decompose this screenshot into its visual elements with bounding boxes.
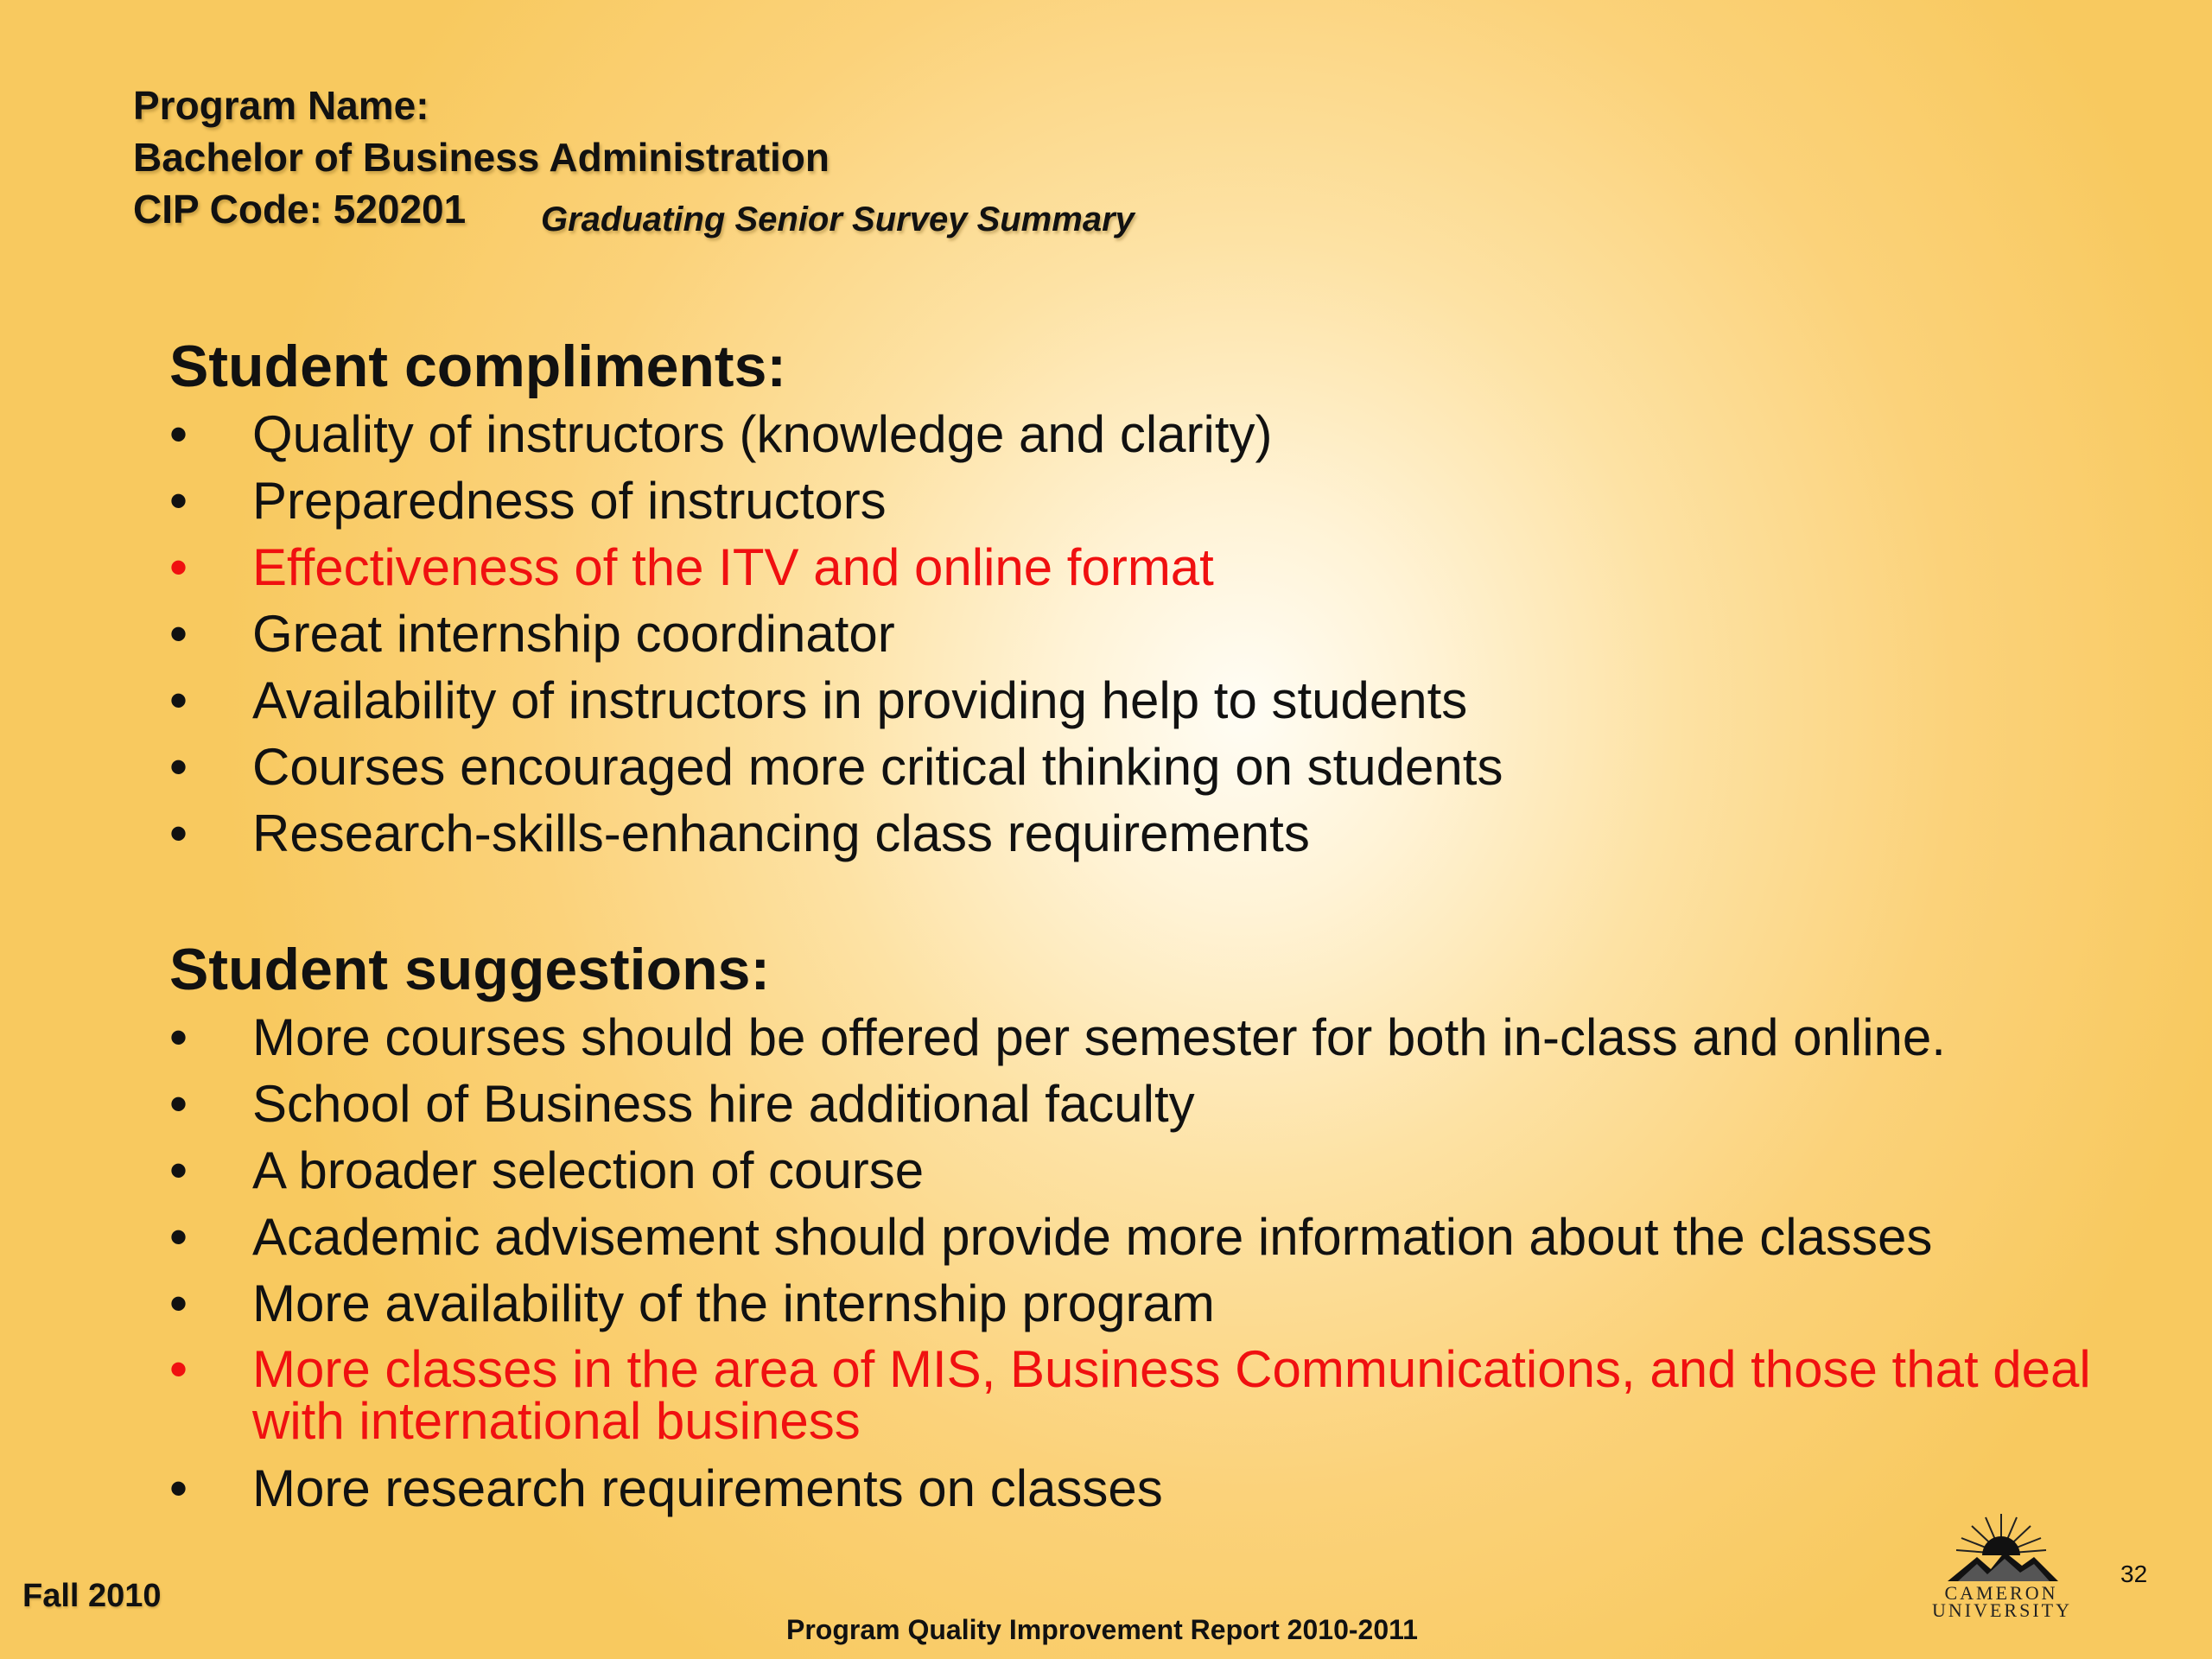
bullet-icon: • xyxy=(169,671,188,729)
suggestion-text: More classes in the area of MIS, Business Communications, and those that deal with international business xyxy=(252,1340,2091,1450)
compliment-text: Courses encouraged more critical thinking on students xyxy=(252,738,1503,796)
list-item xyxy=(169,1270,2148,1337)
suggestions-section xyxy=(169,935,2148,1522)
cip-code: CIP Code: 520201 xyxy=(133,187,467,232)
compliment-text: Research-skills-enhancing class requirements xyxy=(252,804,1310,862)
compliment-text: Availability of instructors in providing help to students xyxy=(252,671,1468,729)
suggestion-text: More research requirements on classes xyxy=(252,1459,1163,1517)
list-item xyxy=(169,1137,2148,1204)
logo-line-university: UNIVERSITY xyxy=(1932,1599,2072,1621)
compliment-text: Great internship coordinator xyxy=(252,605,895,663)
suggestion-text: More availability of the internship program xyxy=(252,1274,1215,1332)
compliment-text: Quality of instructors (knowledge and clarity) xyxy=(252,405,1273,463)
suggestion-text: Academic advisement should provide more information about the classes xyxy=(252,1208,1933,1266)
suggestion-text: A broader selection of course xyxy=(252,1141,925,1199)
bullet-icon: • xyxy=(169,1274,188,1332)
bullet-icon: • xyxy=(169,472,188,530)
list-item xyxy=(169,1337,2148,1455)
bullet-icon: • xyxy=(169,738,188,796)
bullet-icon: • xyxy=(169,1459,188,1517)
list-item xyxy=(169,534,2148,601)
logo-line-cameron: CAMERON xyxy=(1944,1582,2058,1604)
suggestion-text: School of Business hire additional faculty xyxy=(252,1075,1195,1133)
list-item xyxy=(169,467,2148,534)
bullet-icon: • xyxy=(169,804,188,862)
list-item xyxy=(169,734,2148,800)
bullet-icon: • xyxy=(169,538,188,596)
term-label: Fall 2010 xyxy=(22,1578,162,1614)
list-item xyxy=(169,401,2148,467)
compliments-list xyxy=(169,401,2148,867)
bullet-icon: • xyxy=(169,605,188,663)
list-item xyxy=(169,601,2148,667)
bullet-icon: • xyxy=(169,405,188,463)
bullet-icon: • xyxy=(169,1075,188,1133)
survey-subtitle: Graduating Senior Survey Summary xyxy=(541,200,1135,238)
bullet-icon: • xyxy=(169,1141,188,1199)
list-item xyxy=(169,1204,2148,1270)
list-item xyxy=(169,1004,2148,1071)
list-item xyxy=(169,800,2148,867)
slide-header xyxy=(133,79,1135,238)
compliments-section xyxy=(169,332,2148,867)
program-name: Bachelor of Business Administration xyxy=(133,135,830,180)
program-label: Program Name: xyxy=(133,83,429,128)
suggestion-text: More courses should be offered per semester for both in-class and online. xyxy=(252,1008,1946,1066)
sunburst-mountain-icon xyxy=(1932,1509,2070,1586)
bullet-icon: • xyxy=(169,1340,188,1398)
list-item xyxy=(169,1455,2148,1522)
compliment-text: Preparedness of instructors xyxy=(252,472,887,530)
report-title: Program Quality Improvement Report 2010-2011 xyxy=(786,1614,1418,1645)
list-item xyxy=(169,1071,2148,1137)
bullet-icon: • xyxy=(169,1008,188,1066)
bullet-icon: • xyxy=(169,1208,188,1266)
cameron-university-logo xyxy=(1932,1509,2070,1630)
compliment-text: Effectiveness of the ITV and online format xyxy=(252,538,1214,596)
suggestions-list xyxy=(169,1004,2148,1522)
page-number: 32 xyxy=(2120,1560,2148,1587)
suggestions-title: Student suggestions: xyxy=(169,937,771,1002)
compliments-title: Student compliments: xyxy=(169,334,787,399)
list-item xyxy=(169,667,2148,734)
